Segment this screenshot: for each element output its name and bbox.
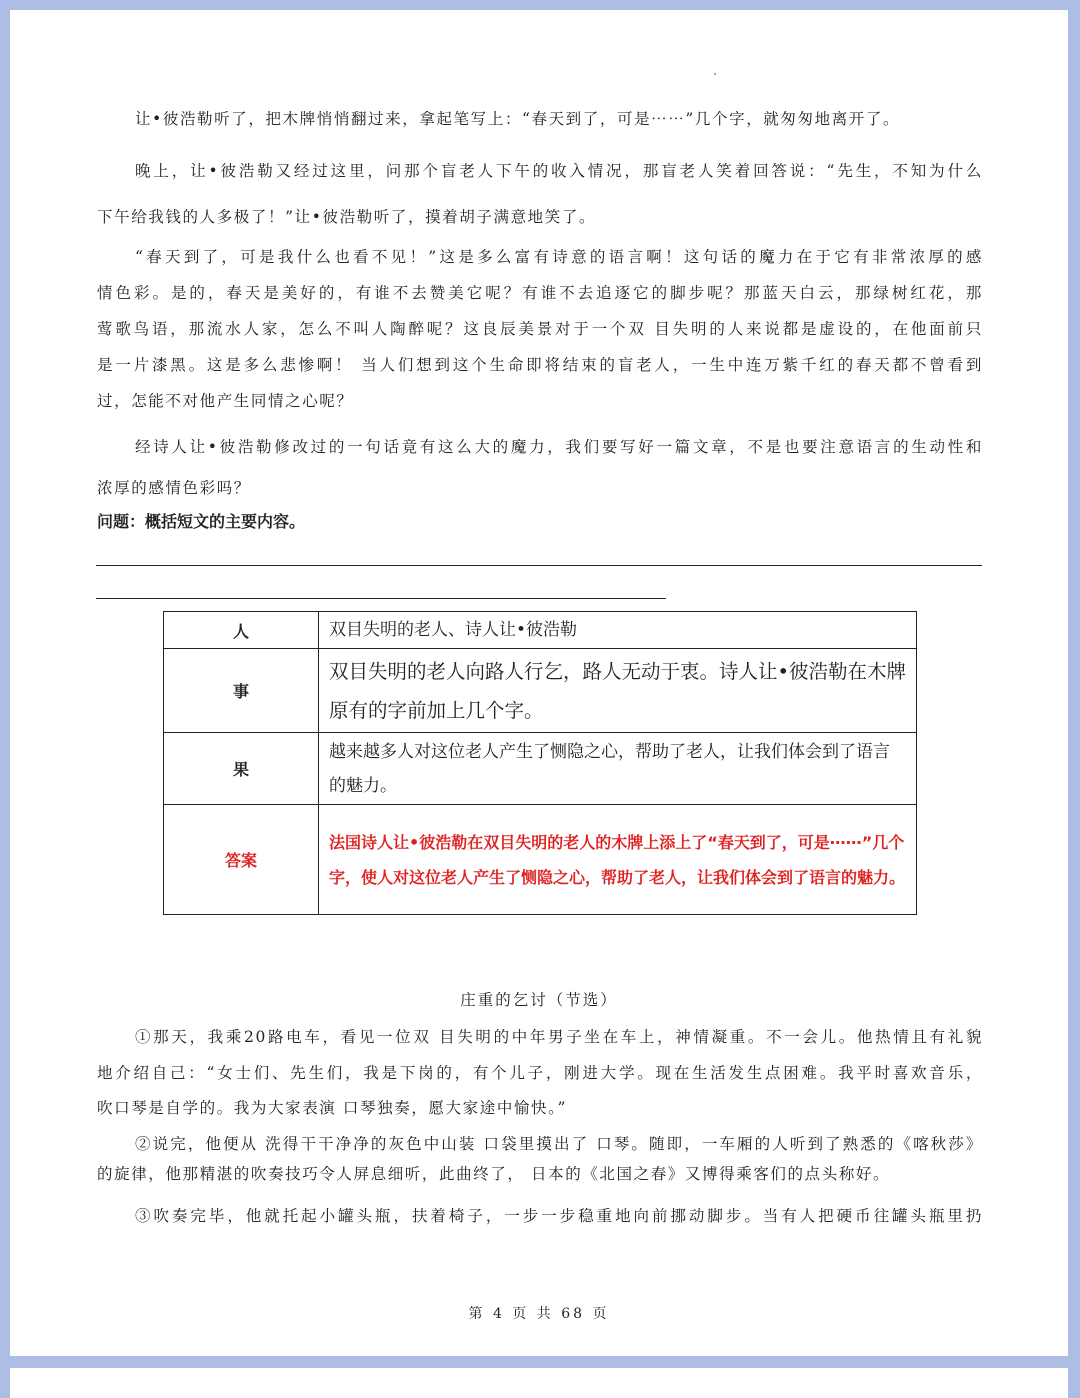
- answer-line-2[interactable]: [96, 598, 666, 599]
- paragraph-2-line-1: 晚上，让•彼浩勒又经过这里，问那个盲老人下午的收入情况，那盲老人笑着回答说：“先生，不知为什么: [135, 162, 983, 180]
- passage-2-paragraph-1-line-1: ①那天，我乘20路电车，看见一位双 目失明的中年男子坐在车上，神情凝重。不一会儿。他热情且有礼貌: [135, 1028, 983, 1046]
- paragraph-3-line-3: 莺歌鸟语，那流水人家，怎么不叫人陶醉呢？这良辰美景对于一个双 目失明的人来说都是虚设的，在他面前只: [97, 320, 983, 338]
- row-value-result: 越来越多人对这位老人产生了恻隐之心，帮助了老人，让我们体会到了语言的魅力。: [319, 733, 917, 805]
- paragraph-2-line-2: 下午给我钱的人多极了！”让•彼浩勒听了，摸着胡子满意地笑了。: [97, 208, 597, 226]
- question-prompt: 问题：概括短文的主要内容。: [97, 512, 306, 531]
- paragraph-3-line-4: 是一片漆黑。这是多么悲惨啊！ 当人们想到这个生命即将结束的盲老人，一生中连万紫千红的春天都不曾看到: [97, 356, 983, 374]
- row-value-person: 双目失明的老人、诗人让•彼浩勒: [319, 612, 917, 649]
- paragraph-3-line-1: “春天到了，可是我什么也看不见！”这是多么富有诗意的语言啊！这句话的魔力在于它有非常浓厚的感: [135, 248, 983, 266]
- passage-2-title: 庄重的乞讨（节选）: [460, 991, 618, 1009]
- paragraph-3-line-5: 过，怎能不对他产生同情之心呢？: [97, 392, 354, 410]
- table-row-answer: [164, 805, 917, 915]
- table-row-person: [164, 612, 917, 649]
- table-row-result: [164, 733, 917, 805]
- speck: [714, 73, 716, 75]
- row-value-answer: 法国诗人让•彼浩勒在双目失明的老人的木牌上添上了“春天到了，可是⋯⋯”几个字，使人对这位老人产生了恻隐之心，帮助了老人，让我们体会到了语言的魅力。: [319, 805, 917, 915]
- paragraph-1: 让•彼浩勒听了，把木牌悄悄翻过来，拿起笔写上：“春天到了，可是⋯⋯”几个字，就匆匆地离开了。: [135, 110, 901, 128]
- table-row-event: [164, 649, 917, 733]
- summary-table: [163, 611, 917, 915]
- passage-2-paragraph-1-line-2: 地介绍自己：“女士们、先生们，我是下岗的，有个儿子，刚进大学。现在生活发生点困难。我平时喜欢音乐，: [97, 1064, 983, 1082]
- row-label-result: 果: [164, 733, 319, 805]
- passage-2-paragraph-3-line-1: ③吹奏完毕，他就托起小罐头瓶，扶着椅子，一步一步稳重地向前挪动脚步。当有人把硬币往罐头瓶里扔: [135, 1207, 983, 1225]
- paragraph-4-line-1: 经诗人让•彼浩勒修改过的一句话竟有这么大的魔力，我们要写好一篇文章，不是也要注意语言的生动性和: [135, 438, 983, 456]
- page-number-footer: 第 4 页 共 68 页: [468, 1306, 610, 1322]
- paragraph-4-line-2: 浓厚的感情色彩吗？: [97, 479, 251, 497]
- row-label-person: 人: [164, 612, 319, 649]
- row-label-answer: 答案: [164, 805, 319, 915]
- document-page: [10, 10, 1068, 1356]
- passage-2-paragraph-2-line-2: 的旋律，他那精湛的吹奏技巧令人屏息细听，此曲终了， 日本的《北国之春》又博得乘客们的点头称好。: [97, 1165, 891, 1183]
- passage-2-paragraph-1-line-3: 吹口琴是自学的。我为大家表演 口琴独奏，愿大家途中愉快。”: [97, 1099, 568, 1117]
- answer-line-1[interactable]: [96, 565, 982, 566]
- paragraph-3-line-2: 情色彩。是的，春天是美好的，有谁不去赞美它呢？有谁不去追逐它的脚步呢？那蓝天白云，那绿树红花，那: [97, 284, 983, 302]
- next-page-edge: [10, 1368, 1068, 1398]
- passage-2-paragraph-2-line-1: ②说完，他便从 洗得干干净净的灰色中山装 口袋里摸出了 口琴。随即，一车厢的人听到了熟悉的《喀秋莎》: [135, 1135, 983, 1153]
- row-label-event: 事: [164, 649, 319, 733]
- row-value-event: 双目失明的老人向路人行乞，路人无动于衷。诗人让•彼浩勒在木牌原有的字前加上几个字。: [319, 649, 917, 733]
